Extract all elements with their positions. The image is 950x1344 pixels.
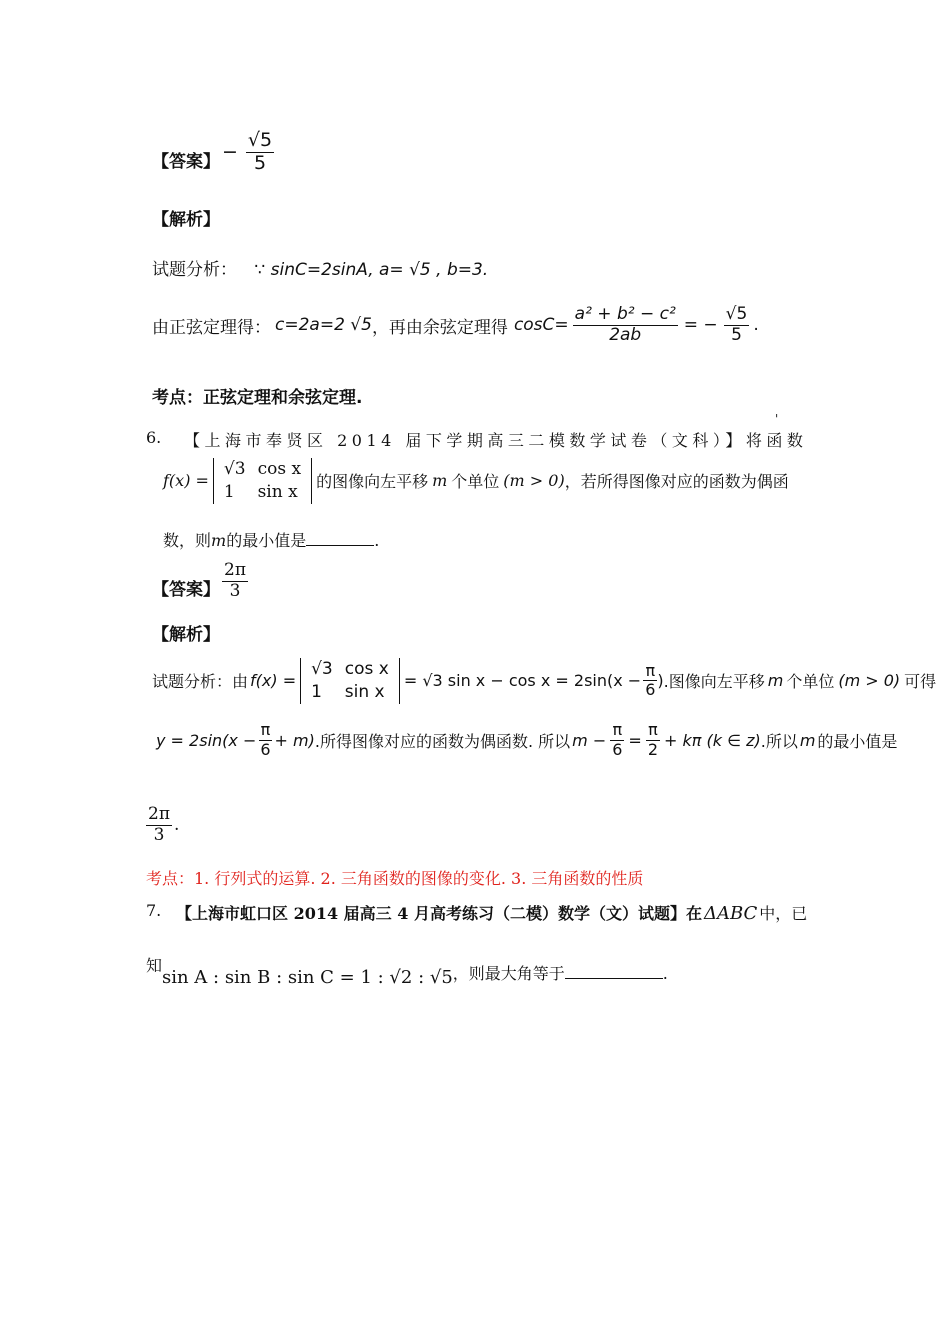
cos-fraction: $\frac{\text{a² + b² − c²}}{2ab}$ bbox=[574, 304, 676, 345]
q7-source-line: 【上海市虹口区 2014 届高三 4 月高考练习（二模）数学（文）试题】在 ΔABC 中，已 bbox=[176, 903, 808, 924]
analysis-line-1: 试题分析： ∵ sinC=2sinA, a= √5 , b=3. bbox=[152, 260, 489, 280]
analysis-line-2: 由正弦定理得： c=2a=2 √5 ，再由余弦定理得 cosC= $\frac{\text{a² + b² − c²}}{2ab}$ = − $\frac{√5}{5}$ . bbox=[152, 304, 759, 345]
answer-6-label: 【答案】 bbox=[152, 580, 220, 600]
q6-line-3: 数，则m的最小值是 . bbox=[163, 531, 380, 550]
q7-number: 7. bbox=[146, 901, 162, 920]
kaodian-1: 考点：正弦定理和余弦定理. bbox=[152, 388, 363, 408]
answer-value bbox=[222, 131, 274, 174]
q7-zhi: 知 bbox=[146, 956, 163, 975]
tick-mark: ' bbox=[775, 412, 779, 426]
q6-line-2: f(x) = √3 cos x 1 sin x 的图像向左平移 m 个单位 (m > 0) ，若所得图像对应的函数为偶函 bbox=[163, 459, 789, 502]
answer-fraction: $\frac{√5}{5}$ bbox=[247, 129, 273, 174]
kaodian-6: 考点：1. 行列式的运算. 2. 三角函数的图像的变化. 3. 三角函数的性质 bbox=[146, 869, 644, 888]
analysis-6-determinant: √3 cos x 1 sin x bbox=[300, 658, 400, 704]
q6-determinant: √3 cos x 1 sin x bbox=[213, 458, 312, 504]
q7-answer-blank bbox=[565, 978, 663, 979]
q7-line-2: sin A : sin B : sin C = 1 : √2 : √5，则最大角等于 . bbox=[162, 964, 668, 988]
analysis-label: 【解析】 bbox=[152, 210, 220, 230]
analysis-6-line-3: $\frac{2\pi}{3}$ . bbox=[148, 804, 180, 845]
q6-source: 【上海市奉贤区 2014 届下学期高三二模数学试卷（文科）】将函数 bbox=[184, 431, 808, 450]
analysis-6-line-1: 试题分析：由 f(x) = √3 cos x 1 sin x = √3 sin x − cos x = 2sin(x − $\frac{\pi}{6}$ ) .图像向左平移 m 个单位 (m > 0) 可得 bbox=[152, 659, 937, 702]
answer-6-value: $\frac{2\pi}{3}$ bbox=[224, 560, 246, 601]
answer-blank bbox=[306, 545, 374, 546]
q6-number: 6. bbox=[146, 428, 162, 447]
minus-sign: − bbox=[222, 141, 238, 164]
analysis-6-line-2: y = 2sin(x − $\frac{\pi}{6}$ + m) .所得图像对应的函数为偶函数. 所以 m − $\frac{\pi}{6}$ = $\frac{\pi}{2}$ + kπ (k ∈ z) .所以 m 的最小值是 bbox=[156, 720, 898, 759]
cos-result-fraction: $\frac{√5}{5}$ bbox=[725, 304, 748, 345]
analysis-6-label: 【解析】 bbox=[152, 625, 220, 645]
answer-label: 【答案】 bbox=[152, 152, 220, 172]
